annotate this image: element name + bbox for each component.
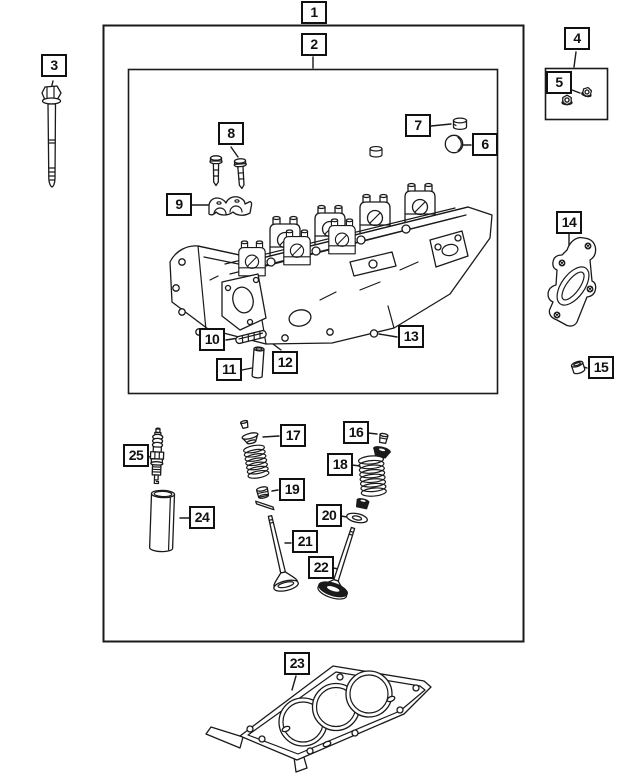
cap-bolts-art (210, 156, 248, 189)
spring-seat-washer-art (346, 512, 368, 525)
callout-9[interactable]: 9 (166, 193, 192, 216)
callout-12[interactable]: 12 (272, 351, 298, 374)
callout-18[interactable]: 18 (327, 453, 353, 476)
callout-10[interactable]: 10 (199, 328, 225, 351)
spark-plug-art (150, 428, 165, 484)
callout-6[interactable]: 6 (472, 133, 498, 156)
head-bolt-art (42, 86, 61, 187)
cup-plug-art (571, 360, 586, 375)
callout-7[interactable]: 7 (405, 114, 431, 137)
head-gasket-art (206, 666, 431, 772)
callout-16[interactable]: 16 (343, 421, 369, 444)
callout-3[interactable]: 3 (41, 54, 67, 77)
callout-2[interactable]: 2 (301, 33, 327, 56)
spark-plug-tube-art (149, 490, 174, 552)
stud-nut-art (562, 95, 572, 105)
valve-guide-art (252, 347, 264, 378)
callout-23[interactable]: 23 (284, 652, 310, 675)
cam-cap-art (209, 197, 252, 215)
leader-lines (51, 52, 587, 690)
cap-on-head-art (370, 147, 382, 157)
stud-nut-art (581, 86, 592, 97)
stem-seal-intake-art (256, 486, 269, 499)
round-seal-art (445, 135, 462, 152)
callout-14[interactable]: 14 (556, 211, 582, 234)
callout-20[interactable]: 20 (316, 504, 342, 527)
keeper-exhaust-art (379, 433, 389, 444)
callout-11[interactable]: 11 (216, 358, 242, 381)
callout-5[interactable]: 5 (546, 71, 572, 94)
callout-17[interactable]: 17 (280, 424, 306, 447)
check-ball-art (370, 330, 377, 337)
keeper-intake-art (240, 420, 249, 429)
intake-valve-art (258, 513, 300, 593)
spring-retainer-intake-art (242, 432, 260, 446)
callout-8[interactable]: 8 (218, 122, 244, 145)
callout-13[interactable]: 13 (398, 325, 424, 348)
valve-locks-art (255, 499, 275, 513)
callout-22[interactable]: 22 (308, 556, 334, 579)
cam-plug-cap-art (454, 118, 467, 129)
valve-spring-exhaust-art (358, 455, 386, 497)
callout-24[interactable]: 24 (189, 506, 215, 529)
callout-15[interactable]: 15 (588, 356, 614, 379)
callout-4[interactable]: 4 (564, 27, 590, 50)
callout-19[interactable]: 19 (279, 478, 305, 501)
callout-21[interactable]: 21 (292, 530, 318, 553)
outlet-gasket-art (548, 238, 596, 327)
callout-1[interactable]: 1 (301, 1, 327, 24)
stem-seal-exhaust-art (356, 498, 370, 509)
callout-25[interactable]: 25 (123, 444, 149, 467)
valve-spring-intake-art (243, 444, 269, 480)
